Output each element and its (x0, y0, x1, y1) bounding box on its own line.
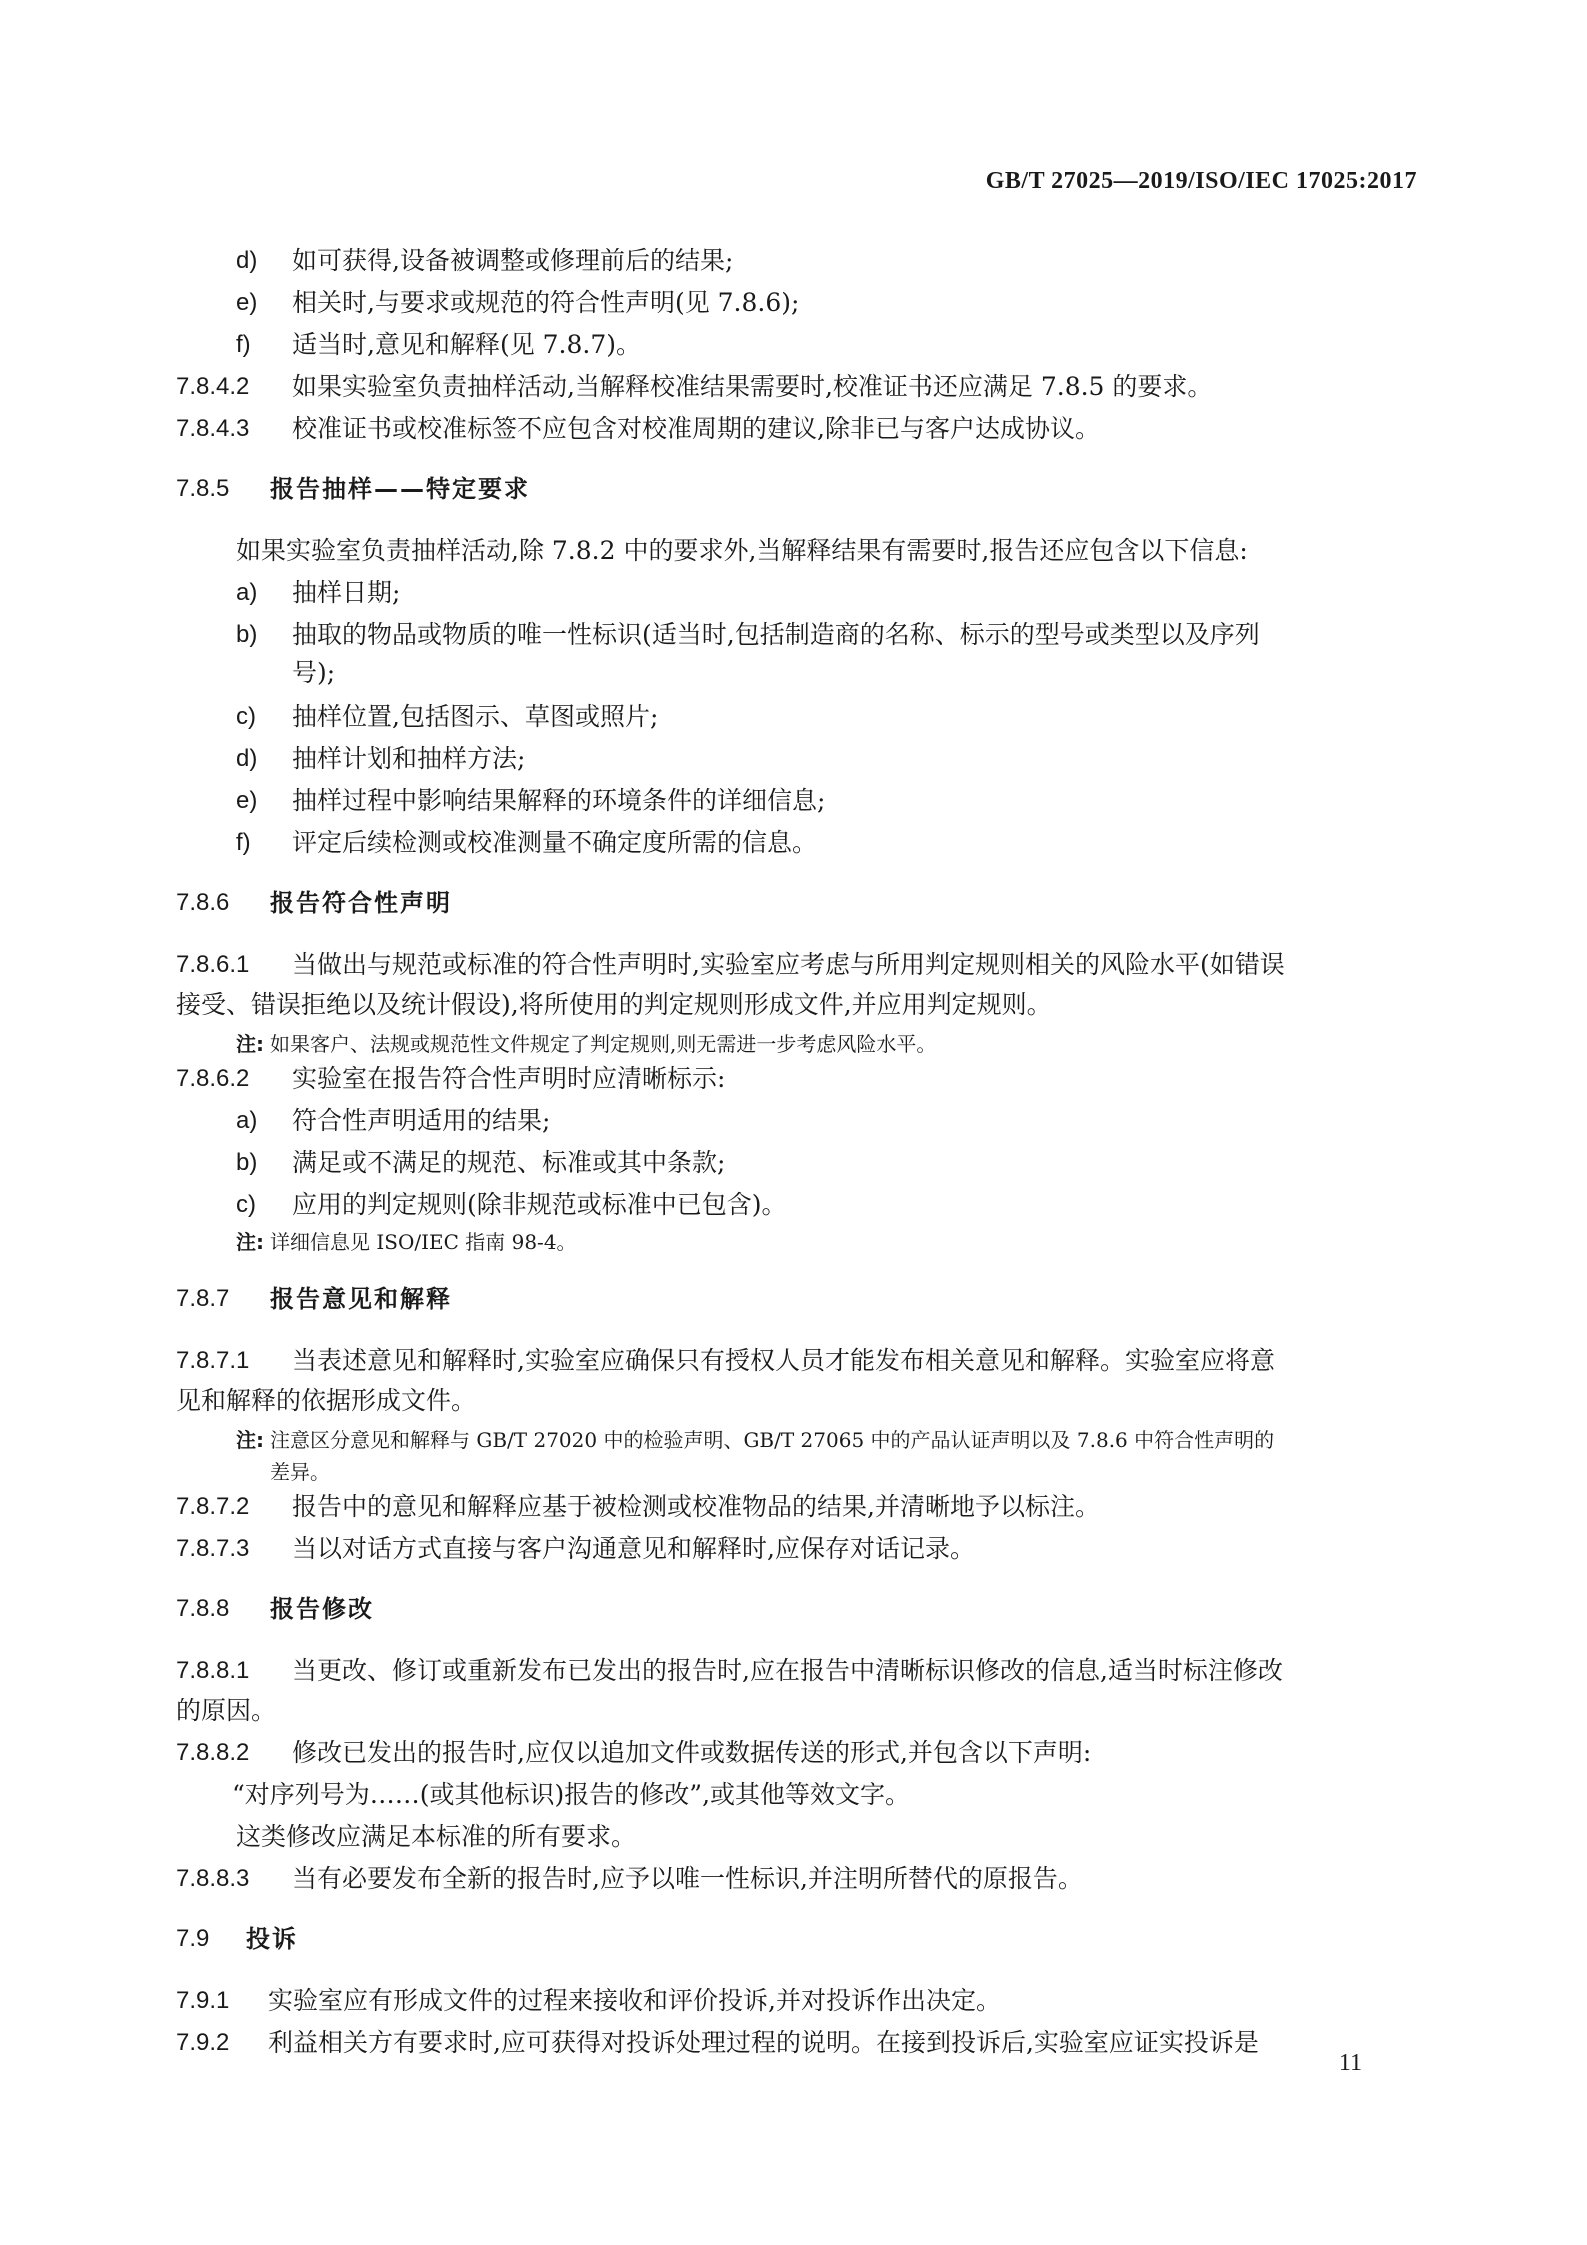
item-text: 适当时,意见和解释(见 7.8.7)。 (292, 330, 642, 359)
paragraph-text: 如果实验室负责抽样活动,除 7.8.2 中的要求外,当解释结果有需要时,报告还应包含以下信息: (236, 536, 1248, 565)
section-number: 7.9 (176, 1925, 210, 1952)
page-number: 11 (1338, 2050, 1362, 2076)
note-label: 注: (236, 1032, 264, 1056)
item-marker: d) (236, 745, 258, 772)
clause-number: 7.8.8.3 (176, 1865, 250, 1892)
section-number: 7.8.5 (176, 475, 230, 502)
item-marker: d) (236, 247, 258, 274)
item-marker: b) (236, 1149, 258, 1176)
clause-number: 7.8.4.3 (176, 415, 250, 442)
note-label: 注: (236, 1428, 264, 1452)
section-title: 报告抽样——特定要求 (270, 475, 530, 503)
clause-number: 7.8.7.3 (176, 1535, 250, 1562)
item-text: 如可获得,设备被调整或修理前后的结果; (292, 246, 734, 275)
section-number: 7.8.7 (176, 1285, 230, 1312)
item-marker: a) (236, 1107, 258, 1134)
section-number: 7.8.8 (176, 1595, 230, 1622)
section-title: 投诉 (246, 1925, 298, 1953)
item-marker: c) (236, 1191, 256, 1218)
item-text: 符合性声明适用的结果; (292, 1106, 551, 1135)
clause-number: 7.8.7.2 (176, 1493, 250, 1520)
item-marker: a) (236, 579, 258, 606)
clause-text: 当有必要发布全新的报告时,应予以唯一性标识,并注明所替代的原报告。 (292, 1864, 1083, 1893)
item-text: 抽取的物品或物质的唯一性标识(适当时,包括制造商的名称、标示的型号或类型以及序列 (292, 620, 1260, 649)
item-marker: e) (236, 289, 258, 316)
note-label: 注: (236, 1230, 264, 1254)
clause-number: 7.8.4.2 (176, 373, 250, 400)
note-text: 差异。 (270, 1460, 330, 1484)
section-title: 报告意见和解释 (270, 1285, 452, 1313)
clause-text: 实验室在报告符合性声明时应清晰标示: (292, 1064, 726, 1093)
clause-text: 当更改、修订或重新发布已发出的报告时,应在报告中清晰标识修改的信息,适当时标注修改 (292, 1656, 1283, 1685)
clause-number: 7.9.1 (176, 1987, 230, 2014)
clause-text: 报告中的意见和解释应基于被检测或校准物品的结果,并清晰地予以标注。 (292, 1492, 1100, 1521)
clause-text: 利益相关方有要求时,应可获得对投诉处理过程的说明。在接到投诉后,实验室应证实投诉是 (268, 2028, 1259, 2057)
item-marker: f) (236, 331, 251, 358)
section-title: 报告修改 (270, 1595, 374, 1623)
clause-number: 7.8.7.1 (176, 1347, 250, 1374)
clause-text: 接受、错误拒绝以及统计假设),将所使用的判定规则形成文件,并应用判定规则。 (176, 990, 1052, 1019)
clause-number: 7.8.6.1 (176, 951, 250, 978)
clause-text: 当做出与规范或标准的符合性声明时,实验室应考虑与所用判定规则相关的风险水平(如错误 (292, 950, 1285, 979)
item-text: 抽样计划和抽样方法; (292, 744, 526, 773)
item-text: 抽样日期; (292, 578, 401, 607)
item-text: 满足或不满足的规范、标准或其中条款; (292, 1148, 726, 1177)
item-marker: c) (236, 703, 256, 730)
item-marker: b) (236, 621, 258, 648)
statement-text: “对序列号为……(或其他标识)报告的修改”,或其他等效文字。 (232, 1780, 911, 1809)
item-marker: e) (236, 787, 258, 814)
clause-number: 7.9.2 (176, 2029, 230, 2056)
clause-number: 7.8.8.1 (176, 1657, 250, 1684)
clause-number: 7.8.8.2 (176, 1739, 250, 1766)
clause-text: 校准证书或校准标签不应包含对校准周期的建议,除非已与客户达成协议。 (292, 414, 1100, 443)
item-text: 号); (292, 658, 336, 687)
note-text: 如果客户、法规或规范性文件规定了判定规则,则无需进一步考虑风险水平。 (270, 1032, 937, 1056)
item-text: 应用的判定规则(除非规范或标准中已包含)。 (292, 1190, 787, 1219)
clause-text: 如果实验室负责抽样活动,当解释校准结果需要时,校准证书还应满足 7.8.5 的要求。 (292, 372, 1213, 401)
clause-text: 修改已发出的报告时,应仅以追加文件或数据传送的形式,并包含以下声明: (292, 1738, 1092, 1767)
section-title: 报告符合性声明 (270, 889, 452, 917)
clause-text: 实验室应有形成文件的过程来接收和评价投诉,并对投诉作出决定。 (268, 1986, 1001, 2015)
paragraph-text: 这类修改应满足本标准的所有要求。 (236, 1822, 637, 1851)
item-marker: f) (236, 829, 251, 856)
clause-text: 当以对话方式直接与客户沟通意见和解释时,应保存对话记录。 (292, 1534, 975, 1563)
item-text: 评定后续检测或校准测量不确定度所需的信息。 (292, 828, 818, 857)
clause-text: 当表述意见和解释时,实验室应确保只有授权人员才能发布相关意见和解释。实验室应将意 (292, 1346, 1275, 1375)
item-text: 抽样过程中影响结果解释的环境条件的详细信息; (292, 786, 826, 815)
standard-header: GB/T 27025—2019/ISO/IEC 17025:2017 (985, 168, 1417, 194)
item-text: 相关时,与要求或规范的符合性声明(见 7.8.6); (292, 288, 800, 317)
clause-number: 7.8.6.2 (176, 1065, 250, 1092)
section-number: 7.8.6 (176, 889, 230, 916)
note-text: 注意区分意见和解释与 GB/T 27020 中的检验声明、GB/T 27065 中的产品认证声明以及 7.8.6 中符合性声明的 (270, 1428, 1275, 1452)
note-text: 详细信息见 ISO/IEC 指南 98-4。 (270, 1230, 577, 1254)
clause-text: 的原因。 (176, 1696, 277, 1725)
clause-text: 见和解释的依据形成文件。 (176, 1386, 477, 1415)
item-text: 抽样位置,包括图示、草图或照片; (292, 702, 659, 731)
